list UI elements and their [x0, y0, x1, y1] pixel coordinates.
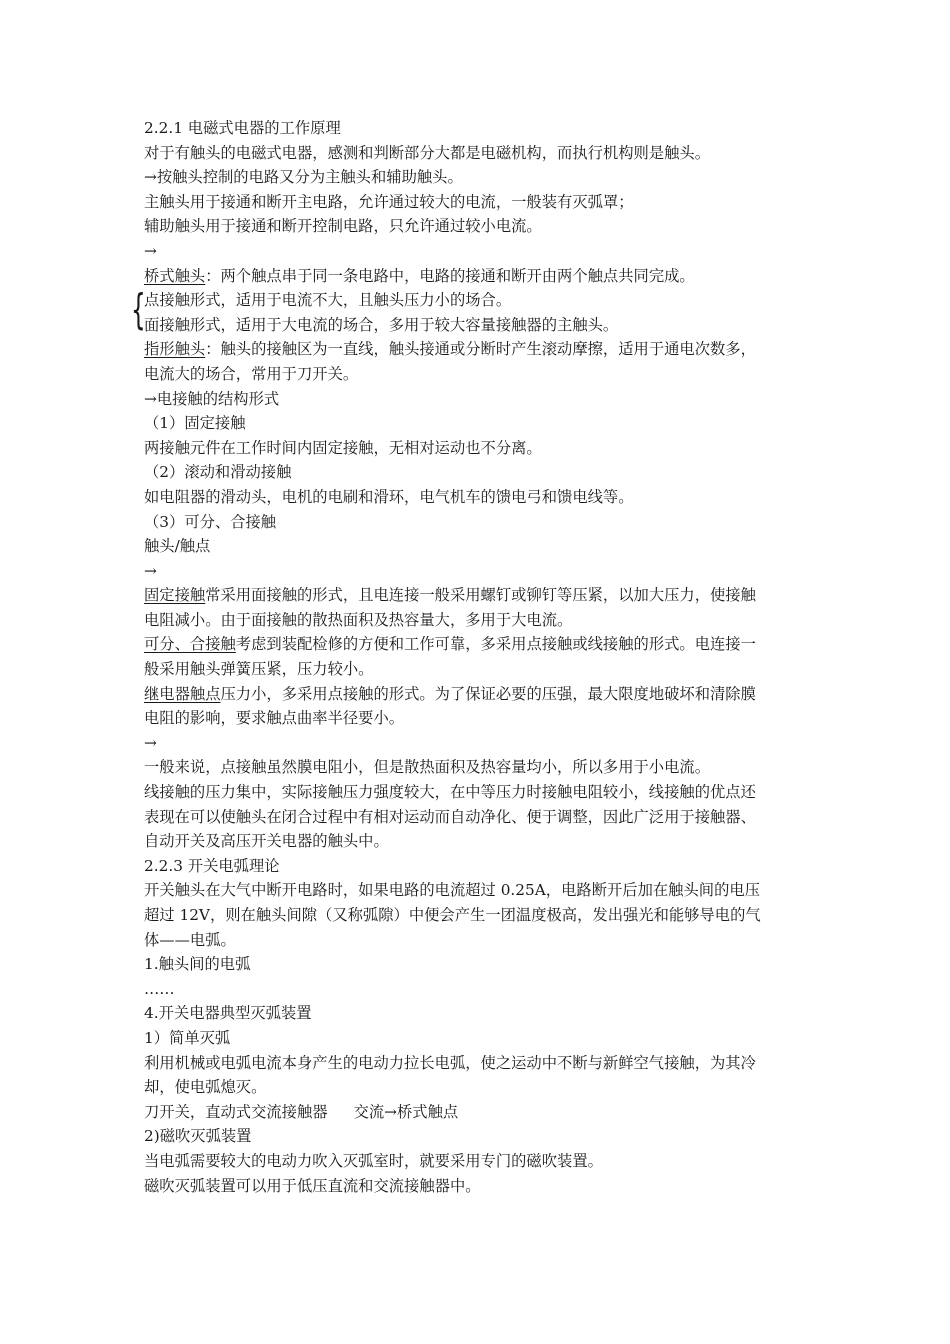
paragraph-line: 线接触的压力集中，实际接触压力强度较大，在中等压力时接触电阻较小，线接触的优点还	[144, 783, 756, 802]
term-description: ：两个触点串于同一条电路中，电路的接通和断开由两个触点共同完成。	[205, 266, 695, 285]
paragraph-line: 辅助触头用于接通和断开控制电路，只允许通过较小电流。	[144, 217, 542, 236]
paragraph-line: 对于有触头的电磁式电器，感测和判断部分大都是电磁机构，而执行机构则是触头。	[144, 143, 710, 162]
paragraph-line: （2）滚动和滑动接触	[144, 463, 292, 482]
paragraph-line: 超过 12V，则在触头间隙（又称弧隙）中便会产生一团温度极高，发出强光和能够导电的气	[144, 906, 761, 924]
paragraph-line: 如电阻器的滑动头，电机的电刷和滑环，电气机车的馈电弓和馈电线等。	[144, 487, 634, 506]
paragraph-line: 4.开关电器典型灭弧装置	[144, 1004, 312, 1023]
paragraph-line: 却，使电弧熄灭。	[144, 1078, 267, 1097]
paragraph-line: 磁吹灭弧装置可以用于低压直流和交流接触器中。	[144, 1176, 481, 1195]
term-description: 常采用面接触的形式，且电连接一般采用螺钉或铆钉等压紧，以加大压力，使接触	[205, 586, 756, 605]
ellipsis-line: ……	[144, 979, 175, 998]
paragraph-line	[144, 583, 814, 608]
curly-brace-icon: {	[131, 285, 146, 335]
document-body	[131, 116, 814, 1198]
paragraph-line: 1）简单灭弧	[144, 1028, 231, 1047]
paragraph-line: 当电弧需要较大的电动力吹入灭弧室时，就要采用专门的磁吹装置。	[144, 1151, 603, 1170]
paragraph-line: 自动开关及高压开关电器的触头中。	[144, 832, 389, 851]
inline-text: 刀开关，直动式交流接触器	[144, 1102, 328, 1121]
paragraph-line: 体——电弧。	[144, 930, 236, 949]
paragraph-line: 表现在可以使触头在闭合过程中有相对运动而自动净化、便于调整，因此广泛用于接触器、	[144, 807, 756, 826]
paragraph-line: 电阻减小。由于面接触的散热面积及热容量大，多用于大电流。	[144, 610, 573, 629]
paragraph-line: 开关触头在大气中断开电路时，如果电路的电流超过 0.25A，电路断开后加在触头间的电压	[144, 881, 760, 900]
paragraph-line: 主触头用于接通和断开主电路，允许通过较大的电流，一般装有灭弧罩；	[144, 192, 634, 211]
paragraph-line: 2)磁吹灭弧装置	[144, 1127, 252, 1146]
inline-text: 交流→桥式触点	[353, 1102, 459, 1121]
paragraph-line	[144, 682, 814, 707]
paragraph-line: 利用机械或电弧电流本身产生的电动力拉长电弧，使之运动中不断与新鲜空气接触，为其冷	[144, 1053, 756, 1072]
arrow-line: →	[144, 733, 157, 752]
arrow-line: →	[144, 241, 157, 260]
paragraph-line: 电流大的场合，常用于刀开关。	[144, 364, 359, 383]
paragraph-line: （3）可分、合接触	[144, 512, 277, 531]
paragraph-line: 两接触元件在工作时间内固定接触，无相对运动也不分离。	[144, 438, 542, 457]
paragraph-line: （1）固定接触	[144, 414, 246, 433]
paragraph-line: 一般来说，点接触虽然膜电阻小，但是散热面积及热容量均小，所以多用于小电流。	[144, 758, 710, 777]
paragraph-line: 电阻的影响，要求触点曲率半径要小。	[144, 709, 405, 728]
paragraph-line: 般采用触头弹簧压紧，压力较小。	[144, 660, 374, 679]
term-description: ：触头的接触区为一直线，触头接通或分断时产生滚动摩擦，适用于通电次数多，	[205, 340, 756, 359]
underlined-term: 桥式触头	[144, 266, 206, 285]
underlined-term: 可分、合接触	[144, 635, 236, 654]
paragraph-line	[144, 264, 814, 289]
term-description: 考虑到装配检修的方便和工作可靠，多采用点接触或线接触的形式。电连接一	[235, 635, 756, 654]
brace-group	[131, 285, 814, 337]
paragraph-line: →电接触的结构形式	[144, 389, 280, 408]
paragraph-line	[144, 337, 814, 362]
arrow-line: →	[144, 561, 157, 580]
paragraph-line: 面接触形式，适用于大电流的场合，多用于较大容量接触器的主触头。	[144, 315, 619, 334]
paragraph-line: →按触头控制的电路又分为主触头和辅助触头。	[144, 168, 463, 187]
underlined-term: 固定接触	[144, 586, 206, 605]
term-description: 压力小，多采用点接触的形式。为了保证必要的压强，最大限度地破坏和清除膜	[220, 684, 756, 703]
section-heading: 2.2.1 电磁式电器的工作原理	[144, 119, 341, 137]
underlined-term: 继电器触点	[144, 684, 221, 703]
paragraph-line: 点接触形式，适用于电流不大，且触头压力小的场合。	[144, 291, 512, 310]
paragraph-line	[144, 632, 814, 657]
underlined-term: 指形触头	[144, 340, 206, 359]
paragraph-line	[144, 1100, 814, 1125]
paragraph-line: 1.触头间的电弧	[144, 955, 251, 974]
paragraph-line: 触头/触点	[144, 537, 211, 556]
section-heading: 2.2.3 开关电弧理论	[144, 856, 280, 875]
